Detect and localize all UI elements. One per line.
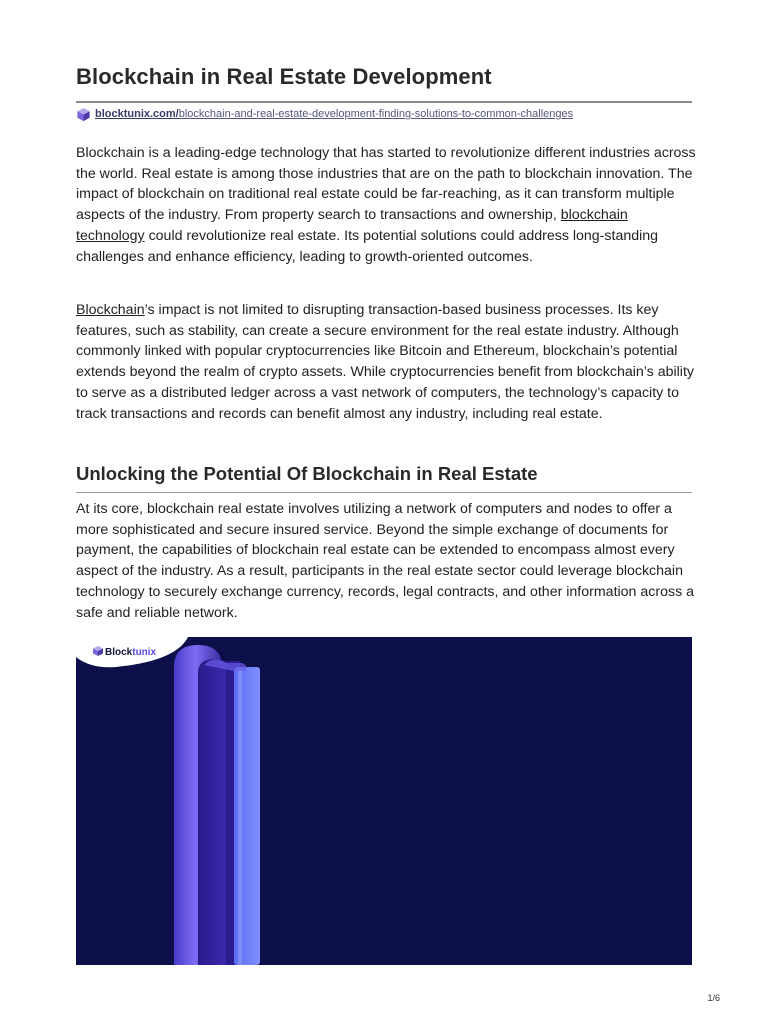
cube-icon bbox=[76, 107, 91, 122]
intro-text-before-link: Blockchain is a leading-edge technology that has started to revolutionize different industries across the world. Real estate is among those industries that are on the path to blockchain innovation. The impact of blockchain on traditional real estate could be far-reaching, as it can transform multiple aspects of the industry. From property search to transactions and ownership, bbox=[76, 145, 696, 224]
source-url[interactable] bbox=[76, 106, 573, 122]
impact-text: ’s impact is not limited to disrupting transaction-based business processes. Its key features, such as stability, can create a secure environment for the real estate industry. Although commonly linked with popular cryptocurrencies like Bitcoin and Ethereum, blockchain’s potential extends beyond the realm of crypto assets. While cryptocurrencies benefit from blockchain’s ability to serve as a distributed ledger across a vast network of computers, the technology’s capacity to track transactions and records can benefit almost any industry, including real estate. bbox=[76, 302, 694, 422]
section-heading: Unlocking the Potential Of Blockchain in Real Estate bbox=[76, 463, 538, 484]
section-divider bbox=[76, 492, 692, 493]
intro-text-after-link: could revolutionize real estate. Its potential solutions could address long-standing challenges and enhance efficiency, leading to growth-oriented outcomes. bbox=[76, 227, 659, 265]
impact-paragraph bbox=[76, 300, 696, 424]
hero-image bbox=[76, 637, 692, 965]
page-number: 1/6 bbox=[707, 993, 720, 1003]
intro-paragraph bbox=[76, 143, 696, 267]
blockchain-technology-link[interactable]: blockchain technology bbox=[76, 207, 628, 244]
core-paragraph: At its core, blockchain real estate involves utilizing a network of computers and nodes to offer a more sophisticated and secure insured service. Beyond the simple exchange of documents for payment, the capabilities of blockchain real estate can be extended to encompass almost every aspect of the industry. As a result, participants in the real estate sector could leverage blockchain technology to securely exchange currency, records, legal contracts, and other information across a safe and reliable network. bbox=[76, 501, 695, 621]
source-path-link[interactable]: blockchain-and-real-estate-development-finding-solutions-to-common-challenges bbox=[178, 108, 574, 120]
title-divider bbox=[76, 101, 692, 103]
brand-tunix-text: tunix bbox=[132, 647, 157, 658]
blockchain-link[interactable]: Blockchain bbox=[76, 302, 145, 318]
page-title: Blockchain in Real Estate Development bbox=[76, 64, 492, 89]
svg-text:Blocktunix bbox=[105, 647, 157, 658]
pillar-graphic bbox=[174, 645, 260, 965]
source-domain-link[interactable]: blocktunix.com/ bbox=[95, 108, 179, 120]
brand-block-text: Block bbox=[105, 647, 133, 658]
